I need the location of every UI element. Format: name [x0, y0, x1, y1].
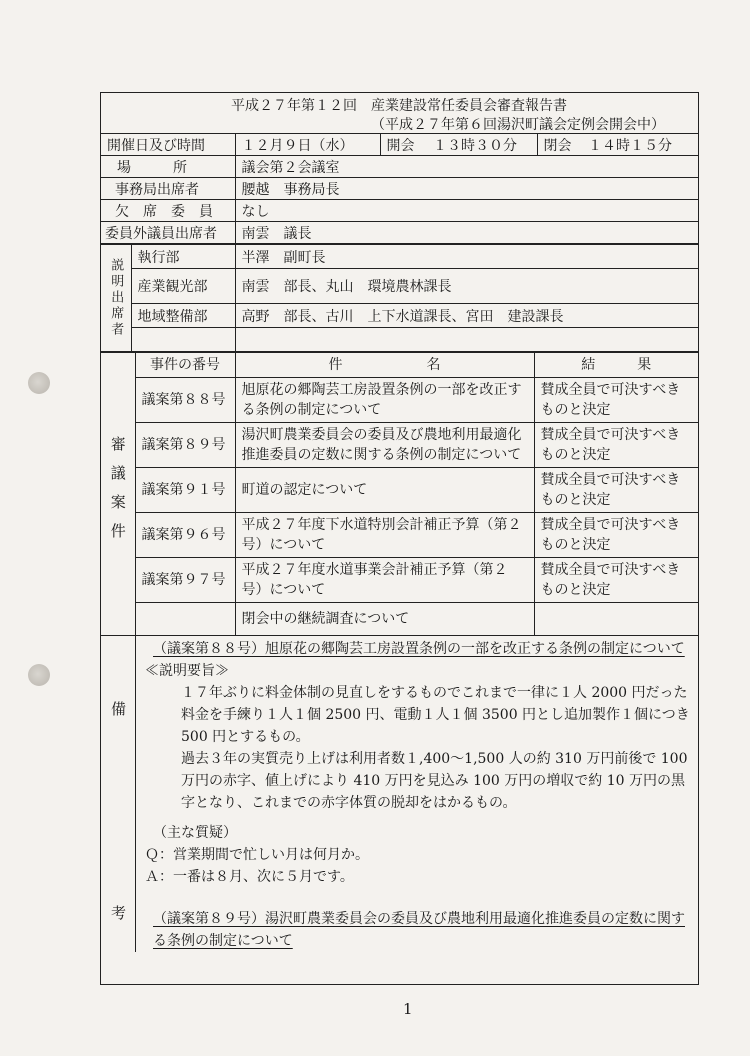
attendee-row: [101, 269, 698, 304]
qa-title: （主な質疑）: [153, 825, 237, 841]
title-line-1: 平成２７年第１２回 産業建設常任委員会審査報告書: [231, 98, 567, 114]
case-result: [534, 603, 698, 636]
cases-label: 審議案件: [101, 353, 135, 636]
case-row: [101, 603, 698, 636]
close-value: １４時１５分: [582, 134, 698, 156]
secretariat-value: 腰越 事務局長: [235, 178, 698, 200]
date-value: １２月９日（水）: [235, 134, 380, 156]
case-row: [101, 468, 698, 513]
case-result: 賛成全員で可決すべきものと決定: [534, 513, 698, 558]
case-number: 議案第８８号: [135, 378, 235, 423]
case-result: 賛成全員で可決すべきものと決定: [534, 468, 698, 513]
notes-body: [135, 636, 698, 952]
case-result: 賛成全員で可決すべきものと決定: [534, 558, 698, 603]
attendees-label: 説明出席者: [101, 245, 131, 352]
case-result: 賛成全員で可決すべきものと決定: [534, 378, 698, 423]
absent-label: 欠 席 委 員: [101, 200, 235, 222]
explain-title: ≪説明要旨≫: [145, 663, 229, 679]
attendee-names-blank: [235, 328, 698, 352]
notes-heading-89: （議案第８９号）湯沢町農業委員会の委員及び農地利用最適化推進委員の定数に関する条例の制定について: [153, 911, 685, 949]
case-number: [135, 603, 235, 636]
cases-header-result: 結 果: [534, 353, 698, 378]
cases-header-number: 事件の番号: [135, 353, 235, 378]
case-subject: 湯沢町農業委員会の委員及び農地利用最適化推進委員の定数に関する条例の制定について: [235, 423, 534, 468]
case-row: [101, 423, 698, 468]
attendee-names: 南雲 部長、丸山 環境農林課長: [235, 269, 698, 304]
cases-header-row: [101, 353, 698, 378]
case-row: [101, 513, 698, 558]
absent-row: [101, 200, 698, 222]
attendee-dept: 産業観光部: [131, 269, 235, 304]
open-value: １３時３０分: [427, 134, 537, 156]
case-subject: 平成２７年度下水道特別会計補正予算（第２号）について: [235, 513, 534, 558]
explain-paragraph-2: 過去３年の実質売り上げは利用者数１,400～1,500 人の約 310 万円前後で 100 万円の赤字、値上げにより 410 万円を見込み 100 万円の増収で約 10 万円の黒字となり、これまでの赤字体質の脱却をはかるもの。: [181, 751, 688, 811]
notes-label-bottom: 考: [111, 904, 127, 922]
question-1: Ｑ：営業期間で忙しい月は何月か。: [145, 847, 369, 863]
attendee-dept-blank: [131, 328, 235, 352]
attendee-row: [101, 304, 698, 328]
attendee-names: 高野 部長、古川 上下水道課長、宮田 建設課長: [235, 304, 698, 328]
venue-value: 議会第２会議室: [235, 156, 698, 178]
case-result: 賛成全員で可決すべきものと決定: [534, 423, 698, 468]
open-label: 開会: [380, 134, 427, 156]
case-number: 議案第９１号: [135, 468, 235, 513]
notes-section: [101, 636, 698, 952]
attendee-dept: 地域整備部: [131, 304, 235, 328]
case-subject: 閉会中の継続調査について: [235, 603, 534, 636]
attendee-row-blank: [101, 328, 698, 352]
attendees-table: [101, 244, 698, 352]
secretariat-label: 事務局出席者: [101, 178, 235, 200]
close-label: 閉会: [537, 134, 582, 156]
case-number: 議案第８９号: [135, 423, 235, 468]
title-line-2: （平成２７年第６回湯沢町議会定例会開会中）: [371, 117, 665, 133]
page-number: 1: [403, 1000, 413, 1018]
attendee-row: [101, 245, 698, 269]
attendee-names: 半澤 副町長: [235, 245, 698, 269]
case-row: [101, 378, 698, 423]
report-title: [101, 93, 698, 134]
cases-table: [101, 352, 698, 636]
case-number: 議案第９７号: [135, 558, 235, 603]
punch-hole-top: [28, 372, 50, 394]
case-number: 議案第９６号: [135, 513, 235, 558]
venue-label: 場 所: [101, 156, 235, 178]
case-subject: 平成２７年度水道事業会計補正予算（第２号）について: [235, 558, 534, 603]
notes-label: [101, 636, 136, 952]
punch-hole-bottom: [28, 664, 50, 686]
non-member-row: [101, 222, 698, 244]
explain-paragraph-1: １７年ぶりに料金体制の見直しをするものでこれまで一律に１人 2000 円だった料金を手練り１人１個 2500 円、電動１人１個 3500 円とし追加製作１個につき 500 円とするもの。: [181, 685, 690, 745]
attendee-dept: 執行部: [131, 245, 235, 269]
secretariat-row: [101, 178, 698, 200]
non-member-label: 委員外議員出席者: [101, 222, 235, 244]
notes-heading-88: （議案第８８号）旭原花の郷陶芸工房設置条例の一部を改正する条例の制定について: [153, 641, 685, 657]
case-subject: 町道の認定について: [235, 468, 534, 513]
date-label: 開催日及び時間: [101, 134, 235, 156]
absent-value: なし: [235, 200, 698, 222]
case-subject: 旭原花の郷陶芸工房設置条例の一部を改正する条例の制定について: [235, 378, 534, 423]
session-row: [101, 134, 698, 156]
notes-label-top: 備: [111, 700, 127, 718]
report-sheet: [100, 92, 699, 985]
case-row: [101, 558, 698, 603]
venue-row: [101, 156, 698, 178]
cases-header-subject: 件 名: [235, 353, 534, 378]
answer-1: Ａ：一番は８月、次に５月です。: [145, 869, 354, 885]
session-info-table: [101, 134, 698, 244]
non-member-value: 南雲 議長: [235, 222, 698, 244]
